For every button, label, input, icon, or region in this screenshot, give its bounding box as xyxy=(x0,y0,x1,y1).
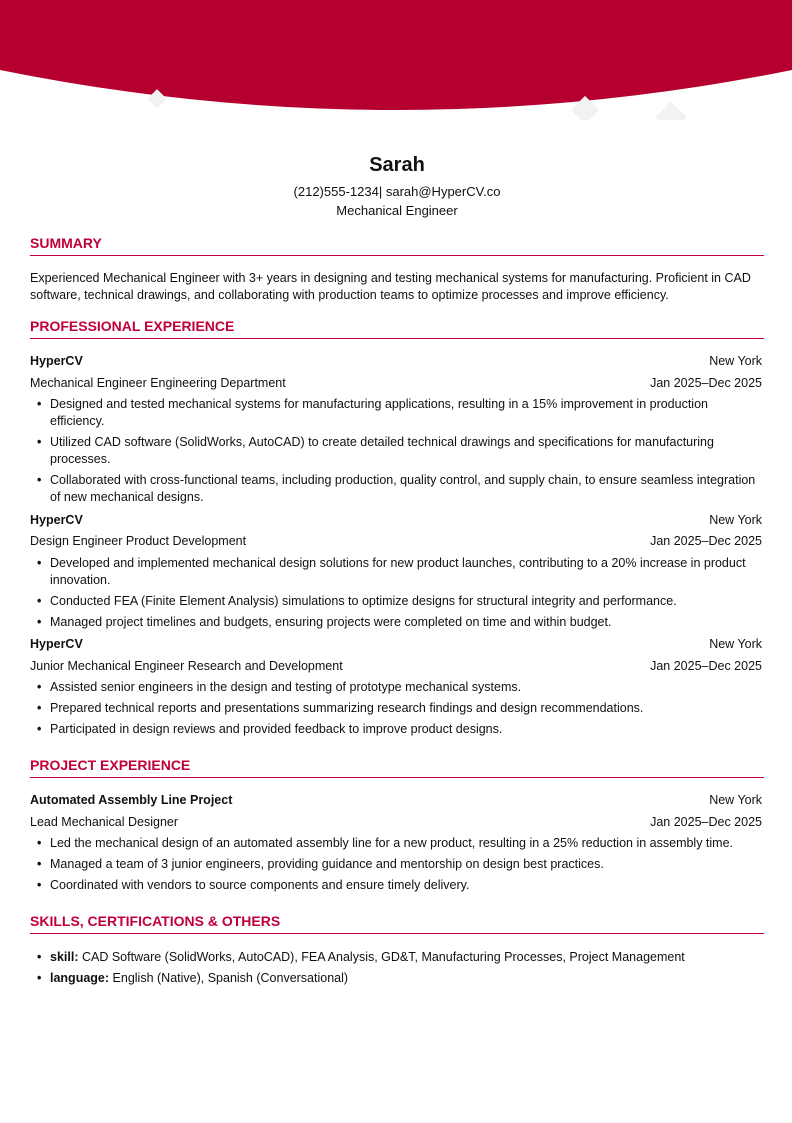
location: New York xyxy=(709,354,762,368)
list-item: • Prepared technical reports and presentations summarizing research findings and design recommendations. xyxy=(50,700,762,717)
project-role: Lead Mechanical Designer xyxy=(30,815,179,829)
summary-text: Experienced Mechanical Engineer with 3+ years in designing and testing mechanical systems for manufacturing. Proficient in CAD software, technical drawings, and collaborating with production teams to optimize processes and improve efficiency. xyxy=(30,271,751,302)
list-item: • Designed and tested mechanical systems for manufacturing applications, resulting in a 15% improvement in production efficiency. xyxy=(50,396,762,430)
banner-curve xyxy=(0,0,792,110)
skill-value: CAD Software (SolidWorks, AutoCAD), FEA Analysis, GD&T, Manufacturing Processes, Project Management xyxy=(81,950,685,964)
section-title-summary: SUMMARY xyxy=(30,235,764,256)
list-item: • Utilized CAD software (SolidWorks, AutoCAD) to create detailed technical drawings and specifications for manufacturing processes. xyxy=(50,434,762,468)
dates: Jan 2025–Dec 2025 xyxy=(650,815,762,829)
job-header xyxy=(30,354,762,368)
list-item: • Managed project timelines and budgets, ensuring projects were completed on time and within budget. xyxy=(50,614,762,631)
location: New York xyxy=(709,637,762,651)
company: HyperCV xyxy=(30,354,83,368)
list-item: • Collaborated with cross-functional teams, including production, quality control, and supply chain, to ensure seamless integration of new mechanical designs. xyxy=(50,472,762,506)
dates: Jan 2025–Dec 2025 xyxy=(650,659,762,673)
project-header xyxy=(30,793,762,807)
company: HyperCV xyxy=(30,513,83,527)
decor-diamond xyxy=(655,101,686,120)
list-item xyxy=(50,970,762,987)
position: Design Engineer Product Development xyxy=(30,534,247,548)
list-item xyxy=(50,949,762,966)
skill-value: English (Native), Spanish (Conversational) xyxy=(112,971,349,985)
position: Junior Mechanical Engineer Research and Development xyxy=(30,659,343,673)
job-bullets xyxy=(30,679,762,742)
section-title-experience: PROFESSIONAL EXPERIENCE xyxy=(30,318,764,339)
job-bullets xyxy=(30,396,762,510)
candidate-role: Mechanical Engineer xyxy=(336,203,458,218)
skill-key: skill: xyxy=(50,950,79,964)
email: sarah@HyperCV.co xyxy=(385,184,501,199)
dates: Jan 2025–Dec 2025 xyxy=(650,376,762,390)
skill-key: language: xyxy=(50,971,110,985)
section-title-projects: PROJECT EXPERIENCE xyxy=(30,757,764,778)
job-bullets xyxy=(30,555,762,635)
list-item: • Led the mechanical design of an automated assembly line for a new product, resulting in a 25% reduction in assembly time. xyxy=(50,835,762,852)
list-item: • Assisted senior engineers in the design and testing of prototype mechanical systems. xyxy=(50,679,762,696)
list-item: • Managed a team of 3 junior engineers, providing guidance and mentorship on design best practices. xyxy=(50,856,762,873)
candidate-name: Sarah xyxy=(369,154,425,176)
list-item: • Conducted FEA (Finite Element Analysis) simulations to optimize designs for structural integrity and performance. xyxy=(50,593,762,610)
position: Mechanical Engineer Engineering Department xyxy=(30,376,286,390)
location: New York xyxy=(709,513,762,527)
job-subheader xyxy=(30,659,762,673)
project-bullets xyxy=(30,835,762,898)
location: New York xyxy=(709,793,762,807)
phone: (212)555-1234 xyxy=(293,184,379,199)
project-subheader xyxy=(30,815,762,829)
skills-list xyxy=(30,949,762,991)
project-name: Automated Assembly Line Project xyxy=(30,793,233,807)
job-header xyxy=(30,513,762,527)
contact-separator: | xyxy=(378,184,383,199)
company: HyperCV xyxy=(30,637,83,651)
header-banner xyxy=(0,0,792,120)
list-item: • Developed and implemented mechanical design solutions for new product launches, contributing to a 20% increase in product innovation. xyxy=(50,555,762,589)
job-header xyxy=(30,637,762,651)
contact-line xyxy=(30,184,764,199)
list-item: • Participated in design reviews and provided feedback to improve product designs. xyxy=(50,721,762,738)
section-title-skills: SKILLS, CERTIFICATIONS & OTHERS xyxy=(30,913,764,934)
job-subheader xyxy=(30,534,762,548)
job-subheader xyxy=(30,376,762,390)
list-item: • Coordinated with vendors to source components and ensure timely delivery. xyxy=(50,877,762,894)
dates: Jan 2025–Dec 2025 xyxy=(650,534,762,548)
